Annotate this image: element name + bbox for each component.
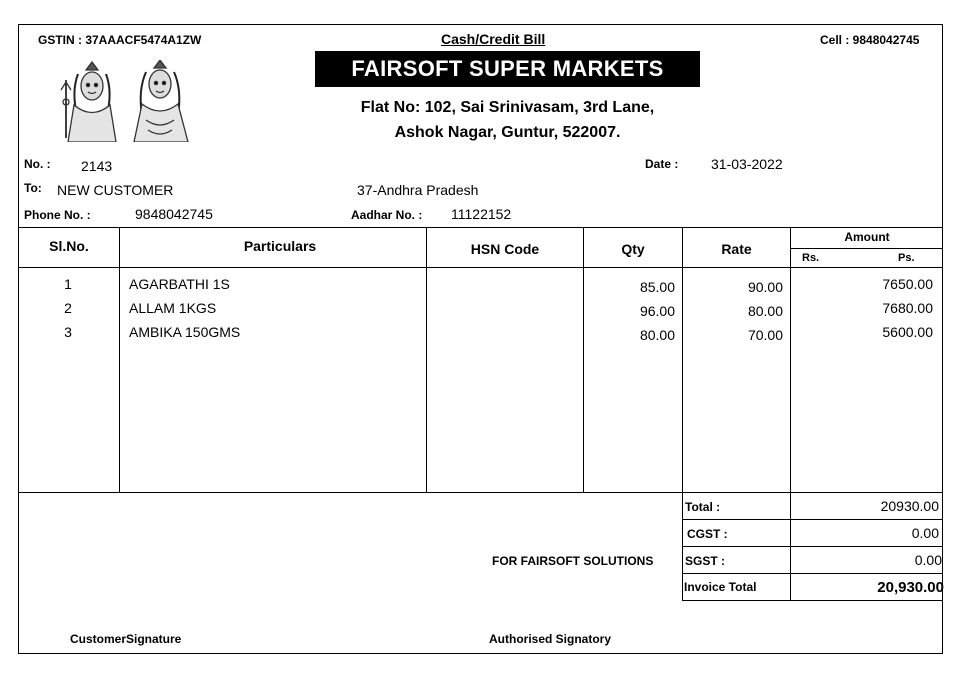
cgst-value: 0.00: [911, 525, 939, 541]
row-qty: 80.00: [639, 327, 675, 343]
row-qty: 85.00: [639, 279, 675, 295]
totals-line-3: [682, 573, 943, 574]
col-divider-slno: [119, 227, 120, 493]
row-rate: 80.00: [747, 303, 783, 319]
row-particulars: ALLAM 1KGS: [129, 300, 217, 316]
header-amount: Amount: [844, 230, 890, 244]
header-ps: Ps.: [898, 252, 915, 264]
table-body-bottom-border: [18, 492, 943, 493]
header-slno: Sl.No.: [49, 238, 89, 254]
header-hsn: HSN Code: [470, 241, 540, 257]
table-header-bottom-border: [18, 267, 943, 268]
invoice-total-label: Invoice Total: [684, 580, 757, 594]
date-value: 31-03-2022: [711, 156, 783, 172]
row-slno: 3: [64, 324, 72, 340]
address-line-2: Ashok Nagar, Guntur, 522007.: [394, 124, 621, 141]
bill-no-value: 2143: [81, 158, 113, 174]
invoice-total-value: 20,930.00: [877, 579, 944, 596]
totals-line-2: [682, 546, 943, 547]
customer-state: 37-Andhra Pradesh: [357, 182, 479, 198]
amount-subheader-line: [790, 248, 943, 249]
phone-value: 9848042745: [135, 206, 213, 222]
row-particulars: AGARBATHI 1S: [129, 276, 230, 292]
row-slno: 2: [64, 300, 72, 316]
row-slno: 1: [64, 276, 72, 292]
cell-number: Cell : 9848042745: [820, 33, 920, 47]
col-divider-particulars: [426, 227, 427, 493]
deity-illustration-icon: [58, 60, 198, 142]
phone-label: Phone No. :: [24, 208, 91, 222]
total-value: 20930.00: [880, 498, 939, 514]
row-qty: 96.00: [639, 303, 675, 319]
for-company: FOR FAIRSOFT SOLUTIONS: [492, 554, 654, 568]
col-divider-qty: [682, 227, 683, 601]
header-particulars: Particulars: [243, 238, 317, 254]
authorised-signatory: Authorised Signatory: [489, 632, 612, 646]
address-line-1: Flat No: 102, Sai Srinivasam, 3rd Lane,: [360, 99, 655, 116]
gstin: GSTIN : 37AAACF5474A1ZW: [38, 33, 202, 47]
row-rate: 70.00: [747, 327, 783, 343]
row-amount: 7680.00: [882, 300, 933, 316]
col-divider-hsn: [583, 227, 584, 493]
customer-name: NEW CUSTOMER: [57, 182, 174, 198]
sgst-label: SGST :: [685, 554, 726, 568]
cgst-label: CGST :: [687, 527, 728, 541]
row-particulars: AMBIKA 150GMS: [129, 324, 241, 340]
row-amount: 7650.00: [882, 276, 933, 292]
col-divider-rate: [790, 227, 791, 601]
date-label: Date :: [645, 157, 679, 171]
customer-signature: CustomerSignature: [70, 632, 182, 646]
row-rate: 90.00: [747, 279, 783, 295]
header-rate: Rate: [721, 241, 752, 257]
row-amount: 5600.00: [882, 324, 933, 340]
to-label: To:: [24, 181, 42, 195]
header-qty: Qty: [621, 241, 645, 257]
sgst-value: 0.00: [914, 552, 942, 568]
totals-line-4: [682, 600, 943, 601]
aadhar-label: Aadhar No. :: [351, 208, 423, 222]
shop-name-banner: FAIRSOFT SUPER MARKETS: [315, 51, 700, 87]
bill-no-label: No. :: [24, 157, 51, 171]
totals-line-1: [682, 519, 943, 520]
bill-type: Cash/Credit Bill: [441, 31, 546, 47]
header-rs: Rs.: [802, 252, 820, 264]
table-top-border: [18, 227, 943, 228]
aadhar-value: 11122152: [451, 206, 512, 222]
total-label: Total :: [685, 500, 721, 514]
